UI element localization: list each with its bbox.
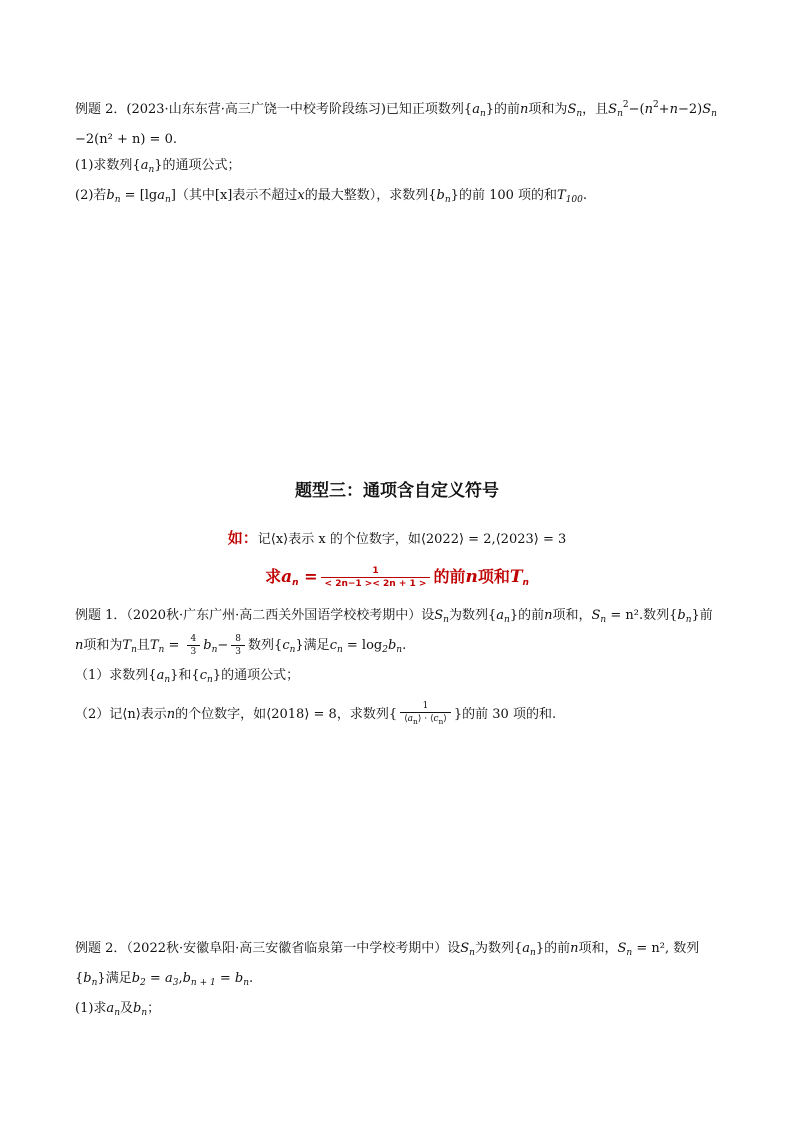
text: (2)若 (75, 188, 107, 203)
text: = (145, 971, 165, 986)
ru-text: 记⟨x⟩表示 x 的个位数字，如⟨2022⟩ = 2,⟨2023⟩ = 3 (257, 532, 567, 547)
text: . (582, 188, 588, 203)
text: = n², 数列 (632, 941, 700, 956)
text: −2) (677, 102, 703, 117)
example-1 (75, 603, 724, 728)
text: 且 (136, 638, 150, 653)
ex2a-q2: (2)若$b_n = [\lg a_n]$（其中[x]表示不超过x的最大整数），求数列$\{b_n\}$的前 100 项的和$T_{100}$. (75, 188, 588, 205)
ex2b-line2: $\{b_n\}$满足$b_2 = a_3,b_{n + 1} = b_n$. (75, 971, 254, 988)
text: + (658, 102, 670, 117)
text: 的通项公式； (221, 668, 300, 683)
frac-4-3: $\frac{4}{3}$ (187, 634, 201, 658)
text: , (178, 971, 183, 986)
text: ]（其中[x]表示不超过 (170, 188, 298, 203)
text: 例题 1．（2020秋·广东广州·高二西关外国语学校校考期中）设 (75, 608, 435, 623)
example-2-bottom (75, 936, 724, 1026)
text: (1)求 (75, 1001, 107, 1016)
text: 为数列 (448, 608, 488, 623)
text: = [lg (120, 188, 158, 203)
ru-label: 如： (227, 529, 258, 547)
section-example-note (0, 527, 794, 548)
ex1-q1: （1）求数列$\{a_n\}$和$\{c_n\}$的通项公式； (75, 668, 300, 685)
ex1-line2: n项和为$T_n$且$T_n$ = $\frac{4}{3}$ $b_n-$ $\frac{8}{3}$ 数列$\{c_n\}$满足$c_n = \log_2b_n$. (75, 633, 407, 657)
text: = (215, 971, 235, 986)
text: ，且 (582, 102, 609, 117)
text: = log (342, 638, 383, 653)
ex2a-line2: −2(n² + n) = 0. (75, 132, 177, 147)
text: 的前 (544, 941, 571, 956)
text: 的前 100 项的和 (458, 188, 558, 203)
text: 及 (119, 1001, 133, 1016)
section-formula: 求$a_n$ = $\frac{1}{< 2n-1 >< 2n + 1 >}$ 的前n项和$T_n$ (265, 565, 529, 589)
section-title: 题型三：通项含自定义符号 (295, 481, 499, 501)
text: 的最大整数），求数列 (304, 188, 429, 203)
text: 的个位数字，如⟨2018⟩ = 8，求数列 (175, 706, 389, 722)
text: 数列 (248, 638, 275, 653)
text: 满足 (303, 638, 330, 653)
frac-seq: $\frac{1}{⟨a_n⟩ \cdot ⟨c_n⟩}$ (400, 701, 451, 728)
num: 1 (321, 566, 431, 578)
text: = (164, 638, 184, 653)
text: 项和 (477, 567, 510, 586)
ex1-q2: （2）记⟨n⟩表示n的个位数字，如⟨2018⟩ = 8，求数列{ $\frac{1}{⟨a_n⟩ \cdot ⟨c_n⟩}$ }的前 30 项的和. (75, 701, 557, 726)
text: 例题 2．(2023·山东东营·高三广饶一中校考阶段练习)已知正项数列 (75, 102, 464, 117)
text: 为数列 (474, 941, 514, 956)
formula-fraction (321, 566, 431, 590)
text: 项和， (552, 608, 592, 623)
text: ； (147, 1001, 161, 1016)
text: . (249, 971, 254, 986)
ex1-line1: 例题 1．（2020秋·广东广州·高二西关外国语学校校考期中）设$S_n$为数列$\{a_n\}$的前n项和，$S_n = n^2$.数列$\{b_n\}$前 (75, 608, 713, 625)
text: 和 (178, 668, 192, 683)
ex2a-q1: (1)求数列$\{a_n\}$的通项公式； (75, 158, 241, 175)
text: （2）记⟨n⟩表示 (75, 706, 167, 722)
qiu: 求 (265, 567, 282, 586)
text: 前 (699, 608, 713, 623)
text: 的前 (494, 102, 521, 117)
text: −( (628, 102, 645, 117)
ex2b-line1: 例题 2．（2022秋·安徽阜阳·高三安徽省临泉第一中学校考期中）设$S_n$为数列$\{a_n\}$的前n项和，$S_n = n^2$, 数列 (75, 941, 700, 958)
den: < 2n−1 >< 2n + 1 > (324, 578, 427, 589)
ex2a-line1: 例题 2．(2023·山东东营·高三广饶一中校考阶段练习)已知正项数列$\{a_n\}$的前n项和为$S_n$，且$S_n^2-(n^2+n-2)S_n$ (75, 100, 717, 119)
text: 项和， (578, 941, 618, 956)
text: 的前 30 项的和. (462, 706, 557, 722)
text: 的通项公式； (162, 158, 241, 173)
text: 项和为 (528, 102, 568, 117)
ex2b-q1: (1)求$a_n$及$b_n$； (75, 1001, 161, 1018)
text: (1)求数列 (75, 158, 133, 173)
text: （1）求数列 (75, 668, 149, 683)
example-2-top (75, 92, 724, 213)
text: . (402, 638, 407, 653)
text: 的前 (518, 608, 545, 623)
text: 例题 2．（2022秋·安徽阜阳·高三安徽省临泉第一中学校考期中）设 (75, 941, 461, 956)
text: 项和为 (83, 638, 123, 653)
text: 满足 (105, 971, 132, 986)
frac-8-3: $\frac{8}{3}$ (231, 634, 245, 658)
text: = n².数列 (606, 608, 670, 623)
text: 的前 (433, 567, 466, 586)
